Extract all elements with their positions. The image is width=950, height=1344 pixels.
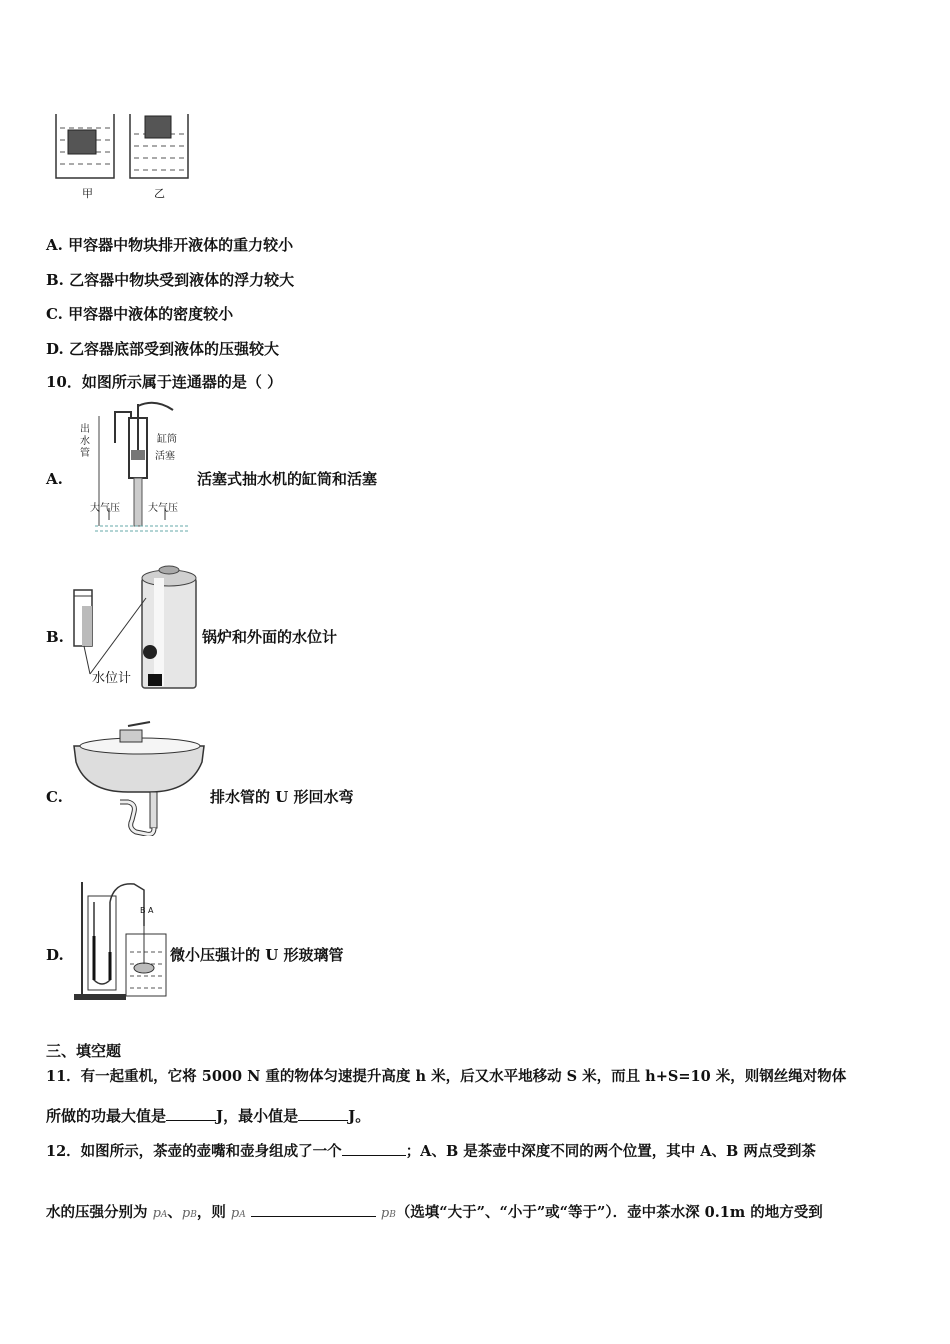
q10-option-b-text: 锅炉和外面的水位计 <box>202 628 338 646</box>
boiler-figure <box>68 562 200 692</box>
q10-option-b-letter: B. <box>46 628 64 646</box>
q12-blank-device[interactable] <box>342 1139 406 1156</box>
q10-option-d-text: 微小压强计的 U 形玻璃管 <box>170 946 344 964</box>
q12-line2: 水的压强分别为 pA、pB，则 pA pB（选填“大于”、“小于”或“等于”）．壶中茶水深 0.1m 的地方受到 <box>46 1200 823 1225</box>
figure-containers <box>50 108 195 203</box>
q9-option-c: C. 甲容器中液体的密度较小 <box>46 305 234 323</box>
pump-figure <box>95 398 190 536</box>
container-yi <box>130 114 188 178</box>
symbol-pb: pB <box>181 1206 197 1221</box>
q11-blank-max[interactable] <box>166 1104 216 1121</box>
label-jia: 甲 <box>82 187 93 200</box>
label-yi: 乙 <box>154 187 165 200</box>
q10-option-a-letter: A. <box>46 470 63 488</box>
sink-figure <box>70 716 208 836</box>
q11-line2: 所做的功最大值是 J，最小值是 J。 <box>46 1104 370 1126</box>
q12-blank-compare[interactable] <box>251 1200 376 1217</box>
pump-label-atm-left: 大气压 <box>90 503 120 514</box>
symbol-pa-2: pA <box>230 1206 246 1221</box>
manometer-label-ab: B A <box>140 906 154 915</box>
manometer-figure <box>72 876 172 1006</box>
boiler-label-gauge: 水位计 <box>92 671 132 686</box>
q11-line1: 11．有一起重机，它将 5000 N 重的物体匀速提升高度 h 米，后又水平地移动 S 米，而且 h+S=10 米，则钢丝绳对物体 <box>46 1068 847 1085</box>
q12-line1: 12．如图所示，茶壶的壶嘴和壶身组成了一个 ；A、B 是茶壶中深度不同的两个位置，其中 A、B 两点受到茶 <box>46 1139 816 1162</box>
q11-blank-min[interactable] <box>298 1104 348 1121</box>
symbol-pb-2: pB <box>380 1206 396 1221</box>
pump-label-piston: 活塞 <box>155 451 175 462</box>
q9-option-a: A. 甲容器中物块排开液体的重力较小 <box>46 236 294 254</box>
q10-option-c-text: 排水管的 U 形回水弯 <box>210 788 354 806</box>
pump-label-outlet: 出水管 <box>80 424 90 459</box>
q10-stem: 10．如图所示属于连通器的是（ ） <box>46 373 283 391</box>
q10-option-d-letter: D. <box>46 946 64 964</box>
section-title: 三、填空题 <box>46 1042 122 1060</box>
q9-option-b: B. 乙容器中物块受到液体的浮力较大 <box>46 271 295 289</box>
symbol-pa: pA <box>152 1206 168 1221</box>
q10-option-c-letter: C. <box>46 788 63 806</box>
pump-label-cylinder: 缸筒 <box>157 434 177 445</box>
pump-label-atm-right: 大气压 <box>148 503 178 514</box>
container-jia <box>56 114 114 178</box>
q9-option-d: D. 乙容器底部受到液体的压强较大 <box>46 340 279 358</box>
q10-option-a-text: 活塞式抽水机的缸筒和活塞 <box>197 470 378 488</box>
